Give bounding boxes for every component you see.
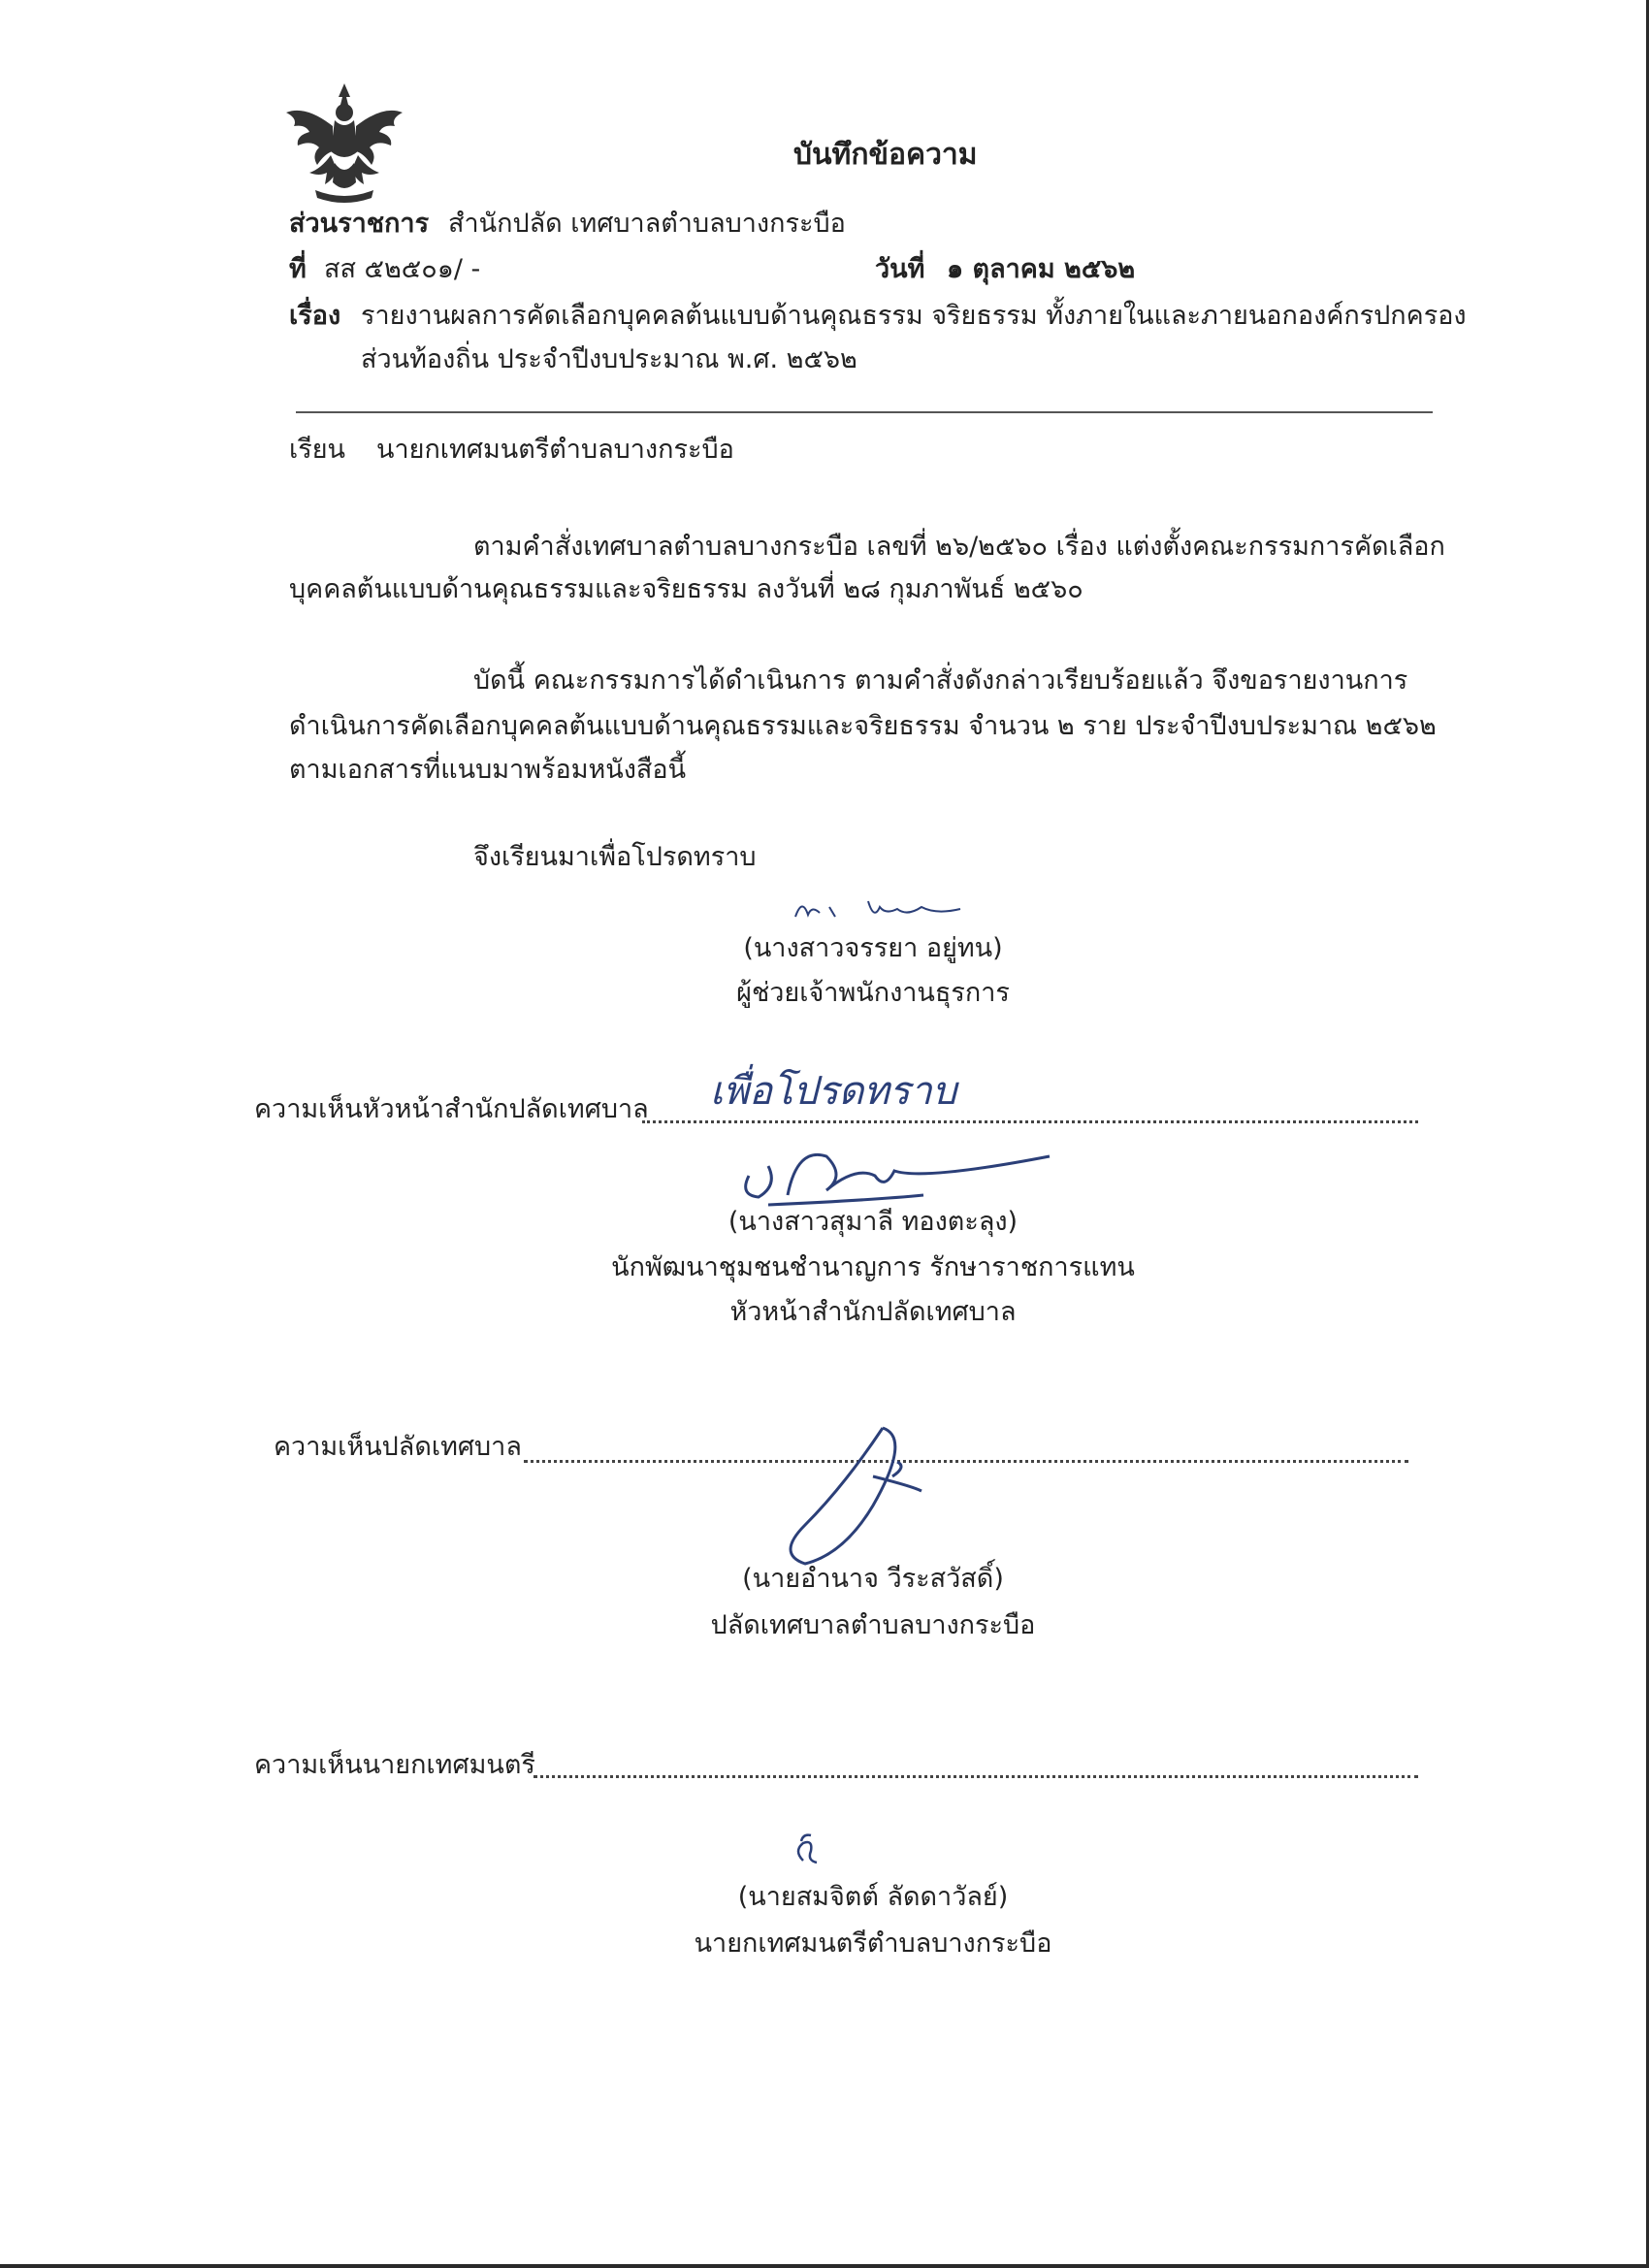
opinion-1-signer-name: (นางสาวสุมาลี ทองตะลุง) <box>728 1207 1018 1237</box>
opinion-3-signer-position: นายกเทศมนตรีตำบลบางกระบือ <box>694 1928 1052 1959</box>
signer-1-name: (นางสาวจรรยา อยู่ทน) <box>743 933 1003 963</box>
memo-title: บันทึกข้อความ <box>793 138 978 172</box>
opinion-1-handwritten-note: เพื่อโปรดทราบ <box>710 1069 957 1114</box>
garuda-emblem-icon <box>276 76 412 207</box>
closing-text: จึงเรียนมาเพื่อโปรดทราบ <box>473 842 757 872</box>
opinion-2-label: ความเห็นปลัดเทศบาล <box>274 1432 522 1462</box>
signature-4 <box>784 1831 842 1870</box>
signature-2 <box>729 1137 1059 1215</box>
subject-line-2: ส่วนท้องถิ่น ประจำปีงบประมาณ พ.ศ. ๒๕๖๒ <box>361 344 857 374</box>
opinion-2-signer-position: ปลัดเทศบาลตำบลบางกระบือ <box>710 1610 1036 1640</box>
paragraph-2-line-3: ตามเอกสารที่แนบมาพร้อมหนังสือนี้ <box>289 755 687 785</box>
number-label: ที่ <box>289 254 307 284</box>
paragraph-1-line-2: บุคคลต้นแบบด้านคุณธรรมและจริยธรรม ลงวันที่ ๒๘ กุมภาพันธ์ ๒๕๖๐ <box>289 574 1083 604</box>
signature-1 <box>791 888 985 931</box>
scan-edge-bottom <box>0 2264 1649 2268</box>
subject-label: เรื่อง <box>289 301 341 331</box>
opinion-3-dotted-line <box>534 1775 1418 1778</box>
date-label: วันที่ <box>875 254 925 284</box>
date-value: ๑ ตุลาคม ๒๕๖๒ <box>947 254 1136 284</box>
number-value: สส ๕๒๕๐๑/ - <box>324 254 481 284</box>
opinion-3-label: ความเห็นนายกเทศมนตรี <box>254 1750 535 1780</box>
paragraph-2-line-2: ดำเนินการคัดเลือกบุคคลต้นแบบด้านคุณธรรมและจริยธรรม จำนวน ๒ ราย ประจำปีงบประมาณ ๒๕๖๒ <box>289 711 1437 741</box>
opinion-3-signer-name: (นายสมจิตต์ ลัดดาวัลย์) <box>737 1882 1009 1912</box>
to-value: นายกเทศมนตรีตำบลบางกระบือ <box>376 435 734 465</box>
dept-value: สำนักปลัด เทศบาลตำบลบางกระบือ <box>448 209 846 239</box>
signer-1-position: ผู้ช่วยเจ้าพนักงานธุรการ <box>736 978 1010 1008</box>
header-divider <box>296 411 1433 413</box>
opinion-2-signer-name: (นายอำนาจ วีระสวัสดิ์) <box>742 1564 1004 1594</box>
opinion-1-signer-position-1: นักพัฒนาชุมชนชำนาญการ รักษาราชการแทน <box>611 1252 1135 1282</box>
paragraph-1-line-1: ตามคำสั่งเทศบาลตำบลบางกระบือ เลขที่ ๒๖/๒๕๖๐ เรื่อง แต่งตั้งคณะกรรมการคัดเลือก <box>473 532 1445 562</box>
subject-line-1: รายงานผลการคัดเลือกบุคคลต้นแบบด้านคุณธรรม จริยธรรม ทั้งภายในและภายนอกองค์กรปกครอง <box>361 301 1467 331</box>
to-label: เรียน <box>289 435 346 465</box>
paragraph-2-line-1: บัดนี้ คณะกรรมการได้ดำเนินการ ตามคำสั่งดังกล่าวเรียบร้อยแล้ว จึงขอรายงานการ <box>473 665 1408 696</box>
opinion-1-label: ความเห็นหัวหน้าสำนักปลัดเทศบาล <box>254 1094 649 1124</box>
signature-3 <box>766 1418 941 1573</box>
opinion-2-dotted-line <box>524 1460 1408 1463</box>
dept-label: ส่วนราชการ <box>289 209 430 239</box>
opinion-1-signer-position-2: หัวหน้าสำนักปลัดเทศบาล <box>729 1297 1017 1327</box>
